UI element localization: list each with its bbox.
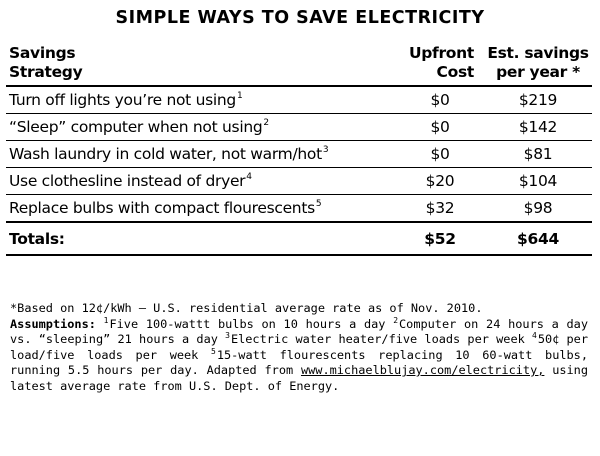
footnotes <box>10 301 588 394</box>
table-row <box>6 86 592 114</box>
assumption-4: 50¢ per load/five loads per week <box>10 332 588 362</box>
header-cost-line2: Cost <box>436 63 474 81</box>
savings-table <box>6 40 592 256</box>
strategy-cell <box>6 168 396 195</box>
table-row <box>6 195 592 223</box>
strategy-text: Turn off lights you’re not using <box>9 90 236 109</box>
footnote-mark: 2 <box>263 118 269 129</box>
assumption-1: Five 100-wattt bulbs on 10 hours a day <box>109 316 394 331</box>
savings-cell: $81 <box>484 141 592 168</box>
source-tail: using latest average rate from U.S. Dept. of Energy. <box>10 363 589 393</box>
totals-savings: $644 <box>484 222 592 255</box>
header-est-savings <box>484 40 592 86</box>
assumptions-label: Assumptions: <box>10 316 96 331</box>
strategy-cell <box>6 195 396 223</box>
footnote-mark: 4 <box>246 172 252 183</box>
assumption-5: 15-watt flourescents replacing 10 60-watt bulbs, running 5.5 hours per day. Adapted from <box>10 347 588 377</box>
footnote-mark: 1 <box>236 91 243 102</box>
cost-cell: $0 <box>396 86 484 114</box>
header-strategy-line1: Savings <box>9 44 76 62</box>
table-row <box>6 141 592 168</box>
table-row <box>6 168 592 195</box>
table-header-row <box>6 40 592 86</box>
cost-cell: $0 <box>396 114 484 141</box>
savings-cell: $142 <box>484 114 592 141</box>
footnote-mark: 5 <box>315 199 322 210</box>
assumption-3: Electric water heater/five loads per week <box>230 332 532 346</box>
totals-cost: $52 <box>396 222 484 255</box>
strategy-text: Replace bulbs with compact flourescents <box>9 198 315 217</box>
assumption-mark-4: 4 <box>531 331 537 341</box>
cost-cell: $0 <box>396 141 484 168</box>
assumption-mark-5: 5 <box>211 346 216 356</box>
strategy-text: “Sleep” computer when not using <box>9 117 263 136</box>
assumption-mark-3: 3 <box>225 331 230 341</box>
strategy-cell <box>6 86 396 114</box>
page-title: SIMPLE WAYS TO SAVE ELECTRICITY <box>115 8 485 28</box>
footnote-mark: 3 <box>322 145 329 156</box>
header-savings-line2: per year * <box>496 63 580 81</box>
header-upfront-cost <box>396 40 484 86</box>
strategy-text: Wash laundry in cold water, not warm/hot <box>9 144 322 163</box>
assumption-2: Computer on 24 hours a day vs. “sleeping” 21 hours a day <box>10 316 588 346</box>
header-strategy <box>6 40 396 86</box>
source-link[interactable]: www.michaelblujay.com/electricity, <box>300 363 545 377</box>
strategy-cell <box>6 114 396 141</box>
header-strategy-line2: Strategy <box>9 63 83 81</box>
savings-cell: $104 <box>484 168 592 195</box>
cost-cell: $20 <box>396 168 484 195</box>
totals-row <box>6 222 592 255</box>
savings-cell: $219 <box>484 86 592 114</box>
cost-cell: $32 <box>396 195 484 223</box>
strategy-text: Use clothesline instead of dryer <box>9 171 246 190</box>
assumption-mark-1: 1 <box>103 315 109 325</box>
footnote-assumptions <box>10 317 588 395</box>
totals-label: Totals: <box>6 222 396 255</box>
table-row <box>6 114 592 141</box>
header-savings-line1: Est. savings <box>487 44 589 62</box>
strategy-cell <box>6 141 396 168</box>
savings-cell: $98 <box>484 195 592 223</box>
assumption-mark-2: 2 <box>393 315 399 325</box>
header-cost-line1: Upfront <box>408 44 474 62</box>
footnote-based-on: *Based on 12¢/kWh — U.S. residential average rate as of Nov. 2010. <box>10 301 483 315</box>
